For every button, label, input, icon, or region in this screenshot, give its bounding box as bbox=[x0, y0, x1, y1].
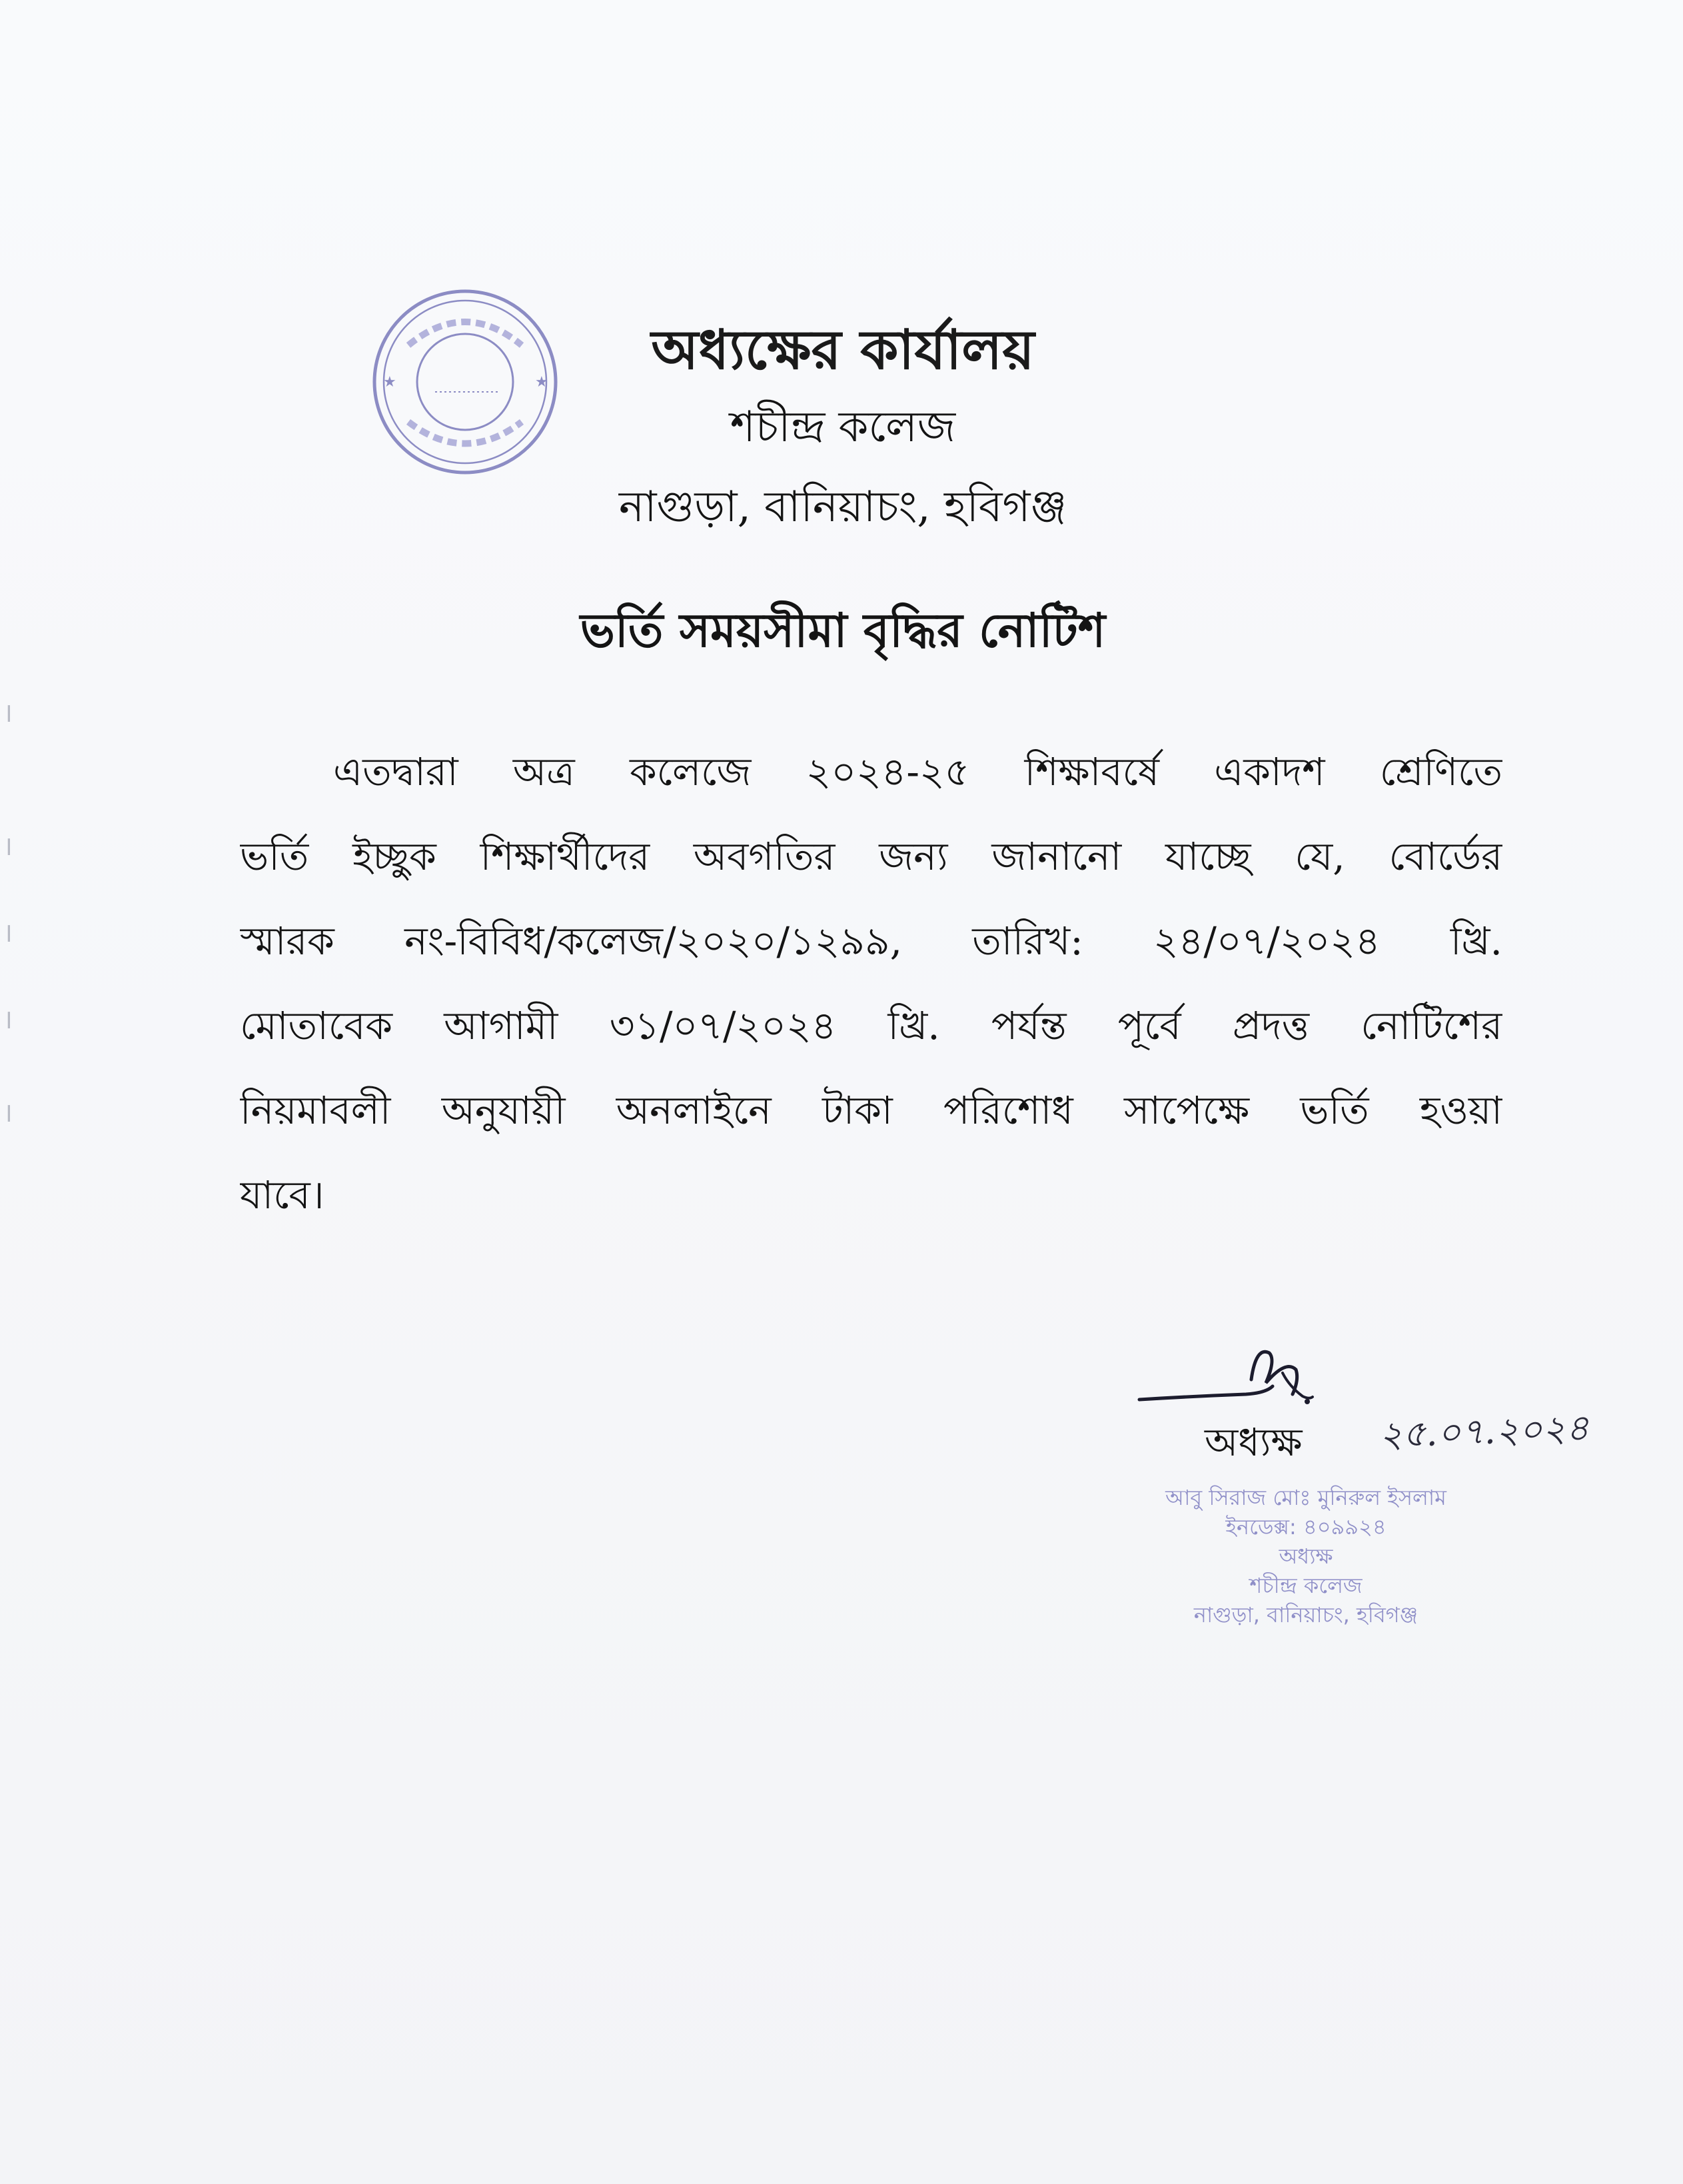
notice-line: এতদ্বারা অত্র কলেজে ২০২৪-২৫ শিক্ষাবর্ষে একাদশ শ্রেণিতে bbox=[333, 749, 1502, 794]
notice-line: যাবে। bbox=[240, 1172, 324, 1218]
stamp-college: শচীন্দ্র কলেজ bbox=[1249, 1573, 1363, 1598]
signatory-designation: অধ্যক্ষ bbox=[1205, 1420, 1303, 1465]
left-margin-marks: । । । । । bbox=[3, 698, 13, 1128]
college-name: শচীন্দ্র কলেজ bbox=[730, 403, 956, 452]
notice-line: মোতাবেক আগামী ৩১/০৭/২০২৪ খ্রি. পর্যন্ত পূর্বে প্রদত্ত নোটিশের bbox=[240, 1003, 1502, 1048]
signature-date: ২৫.০৭.২০২৪ bbox=[1378, 1406, 1590, 1456]
notice-line: নিয়মাবলী অনুযায়ী অনলাইনে টাকা পরিশোধ সাপেক্ষে ভর্তি হওয়া bbox=[240, 1088, 1502, 1133]
stamp-designation: অধ্যক্ষ bbox=[1279, 1544, 1333, 1569]
notice-title: ভর্তি সময়সীমা বৃদ্ধির নোটিশ bbox=[580, 602, 1106, 658]
college-address: নাগুড়া, বানিয়াচং, হবিগঞ্জ bbox=[618, 483, 1067, 532]
handwritten-signature bbox=[1133, 1333, 1373, 1420]
stamp-address: নাগুড়া, বানিয়াচং, হবিগঞ্জ bbox=[1193, 1602, 1418, 1628]
notice-body bbox=[240, 730, 1502, 1238]
stamp-name: আবু সিরাজ মোঃ মুনিরুল ইসলাম bbox=[1165, 1485, 1446, 1510]
notice-line: ভর্তি ইচ্ছুক শিক্ষার্থীদের অবগতির জন্য জানানো যাচ্ছে যে, বোর্ডের bbox=[240, 834, 1502, 879]
stamp-index: ইনডেক্স: ৪০৯৯২৪ bbox=[1225, 1514, 1387, 1540]
notice-line: স্মারক নং-বিবিধ/কলেজ/২০২০/১২৯৯, তারিখ: ২৪/০৭/২০২৪ খ্রি. bbox=[240, 918, 1502, 964]
official-stamp bbox=[1099, 1483, 1512, 1630]
svg-text:★: ★ bbox=[383, 374, 396, 391]
signature-graphic bbox=[1133, 1333, 1373, 1420]
office-title: অধ্যক্ষের কার্যালয় bbox=[651, 318, 1035, 382]
svg-text:★: ★ bbox=[535, 374, 548, 391]
